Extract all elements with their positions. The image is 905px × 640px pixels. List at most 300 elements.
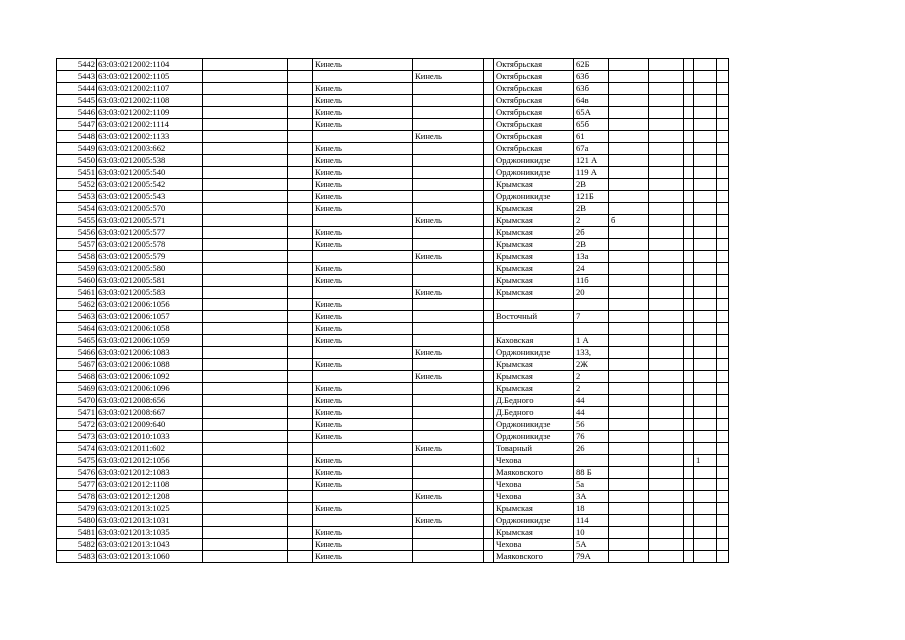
street-cell: Крымская — [494, 359, 574, 371]
empty-cell — [288, 215, 313, 227]
row-number-cell: 5474 — [57, 443, 97, 455]
empty-cell — [649, 383, 684, 395]
table-row — [57, 431, 729, 443]
house-number-cell: 121Б — [574, 191, 609, 203]
house-number-cell — [574, 323, 609, 335]
cadastral-number-cell: 63:03:0212002:1105 — [97, 71, 203, 83]
cadastral-number-cell: 63:03:0212009:640 — [97, 419, 203, 431]
street-cell: Орджоникидзе — [494, 191, 574, 203]
cadastral-number-cell: 63:03:0212013:1035 — [97, 527, 203, 539]
locality-alt-cell — [413, 203, 484, 215]
empty-cell — [484, 479, 494, 491]
empty-cell — [649, 71, 684, 83]
empty-cell — [717, 167, 729, 179]
flat-cell — [694, 515, 717, 527]
locality-cell: Кинель — [313, 479, 413, 491]
table-row — [57, 251, 729, 263]
cadastral-number-cell: 63:03:0212006:1088 — [97, 359, 203, 371]
locality-alt-cell: Кинель — [413, 287, 484, 299]
locality-cell: Кинель — [313, 119, 413, 131]
empty-cell — [684, 515, 694, 527]
row-number-cell: 5469 — [57, 383, 97, 395]
empty-cell — [649, 443, 684, 455]
row-number-cell: 5473 — [57, 431, 97, 443]
flat-cell — [694, 299, 717, 311]
street-cell: Восточный — [494, 311, 574, 323]
empty-cell — [288, 515, 313, 527]
building-cell — [609, 323, 649, 335]
row-number-cell: 5446 — [57, 107, 97, 119]
house-number-cell: 26 — [574, 443, 609, 455]
locality-cell: Кинель — [313, 107, 413, 119]
empty-cell — [649, 431, 684, 443]
empty-cell — [203, 407, 288, 419]
empty-cell — [288, 431, 313, 443]
row-number-cell: 5451 — [57, 167, 97, 179]
flat-cell — [694, 275, 717, 287]
empty-cell — [288, 359, 313, 371]
table-row — [57, 335, 729, 347]
empty-cell — [203, 335, 288, 347]
locality-alt-cell — [413, 395, 484, 407]
empty-cell — [288, 335, 313, 347]
empty-cell — [203, 299, 288, 311]
empty-cell — [288, 107, 313, 119]
empty-cell — [484, 539, 494, 551]
table-row — [57, 371, 729, 383]
locality-cell: Кинель — [313, 455, 413, 467]
street-cell: Октябрьская — [494, 71, 574, 83]
cadastral-number-cell: 63:03:0212003:662 — [97, 143, 203, 155]
locality-alt-cell — [413, 323, 484, 335]
table-row — [57, 131, 729, 143]
empty-cell — [484, 83, 494, 95]
empty-cell — [717, 131, 729, 143]
cadastral-number-cell: 63:03:0212002:1133 — [97, 131, 203, 143]
empty-cell — [484, 467, 494, 479]
street-cell: Д.Бедного — [494, 395, 574, 407]
house-number-cell: 2 — [574, 371, 609, 383]
house-number-cell: 13а — [574, 251, 609, 263]
empty-cell — [288, 323, 313, 335]
empty-cell — [717, 431, 729, 443]
row-number-cell: 5460 — [57, 275, 97, 287]
empty-cell — [717, 227, 729, 239]
street-cell: Крымская — [494, 179, 574, 191]
building-cell — [609, 419, 649, 431]
empty-cell — [717, 491, 729, 503]
empty-cell — [684, 359, 694, 371]
empty-cell — [288, 95, 313, 107]
empty-cell — [288, 503, 313, 515]
address-register-table — [56, 58, 729, 563]
table-row — [57, 263, 729, 275]
empty-cell — [649, 287, 684, 299]
street-cell: Чехова — [494, 479, 574, 491]
empty-cell — [288, 227, 313, 239]
building-cell — [609, 491, 649, 503]
empty-cell — [684, 419, 694, 431]
locality-cell: Кинель — [313, 431, 413, 443]
empty-cell — [684, 239, 694, 251]
cadastral-number-cell: 63:03:0212005:579 — [97, 251, 203, 263]
street-cell: Чехова — [494, 539, 574, 551]
empty-cell — [717, 323, 729, 335]
locality-cell: Кинель — [313, 239, 413, 251]
empty-cell — [203, 467, 288, 479]
building-cell — [609, 119, 649, 131]
flat-cell — [694, 419, 717, 431]
empty-cell — [484, 227, 494, 239]
row-number-cell: 5457 — [57, 239, 97, 251]
locality-alt-cell — [413, 359, 484, 371]
cadastral-number-cell: 63:03:0212013:1043 — [97, 539, 203, 551]
house-number-cell: 62Б — [574, 59, 609, 71]
flat-cell — [694, 491, 717, 503]
building-cell — [609, 167, 649, 179]
house-number-cell: 24 — [574, 263, 609, 275]
flat-cell — [694, 527, 717, 539]
empty-cell — [684, 191, 694, 203]
locality-alt-cell — [413, 335, 484, 347]
cadastral-number-cell: 63:03:0212002:1107 — [97, 83, 203, 95]
empty-cell — [203, 251, 288, 263]
cadastral-number-cell: 63:03:0212005:583 — [97, 287, 203, 299]
empty-cell — [484, 395, 494, 407]
street-cell: Крымская — [494, 263, 574, 275]
empty-cell — [649, 167, 684, 179]
street-cell: Октябрьская — [494, 95, 574, 107]
table-row — [57, 467, 729, 479]
cadastral-number-cell: 63:03:0212006:1083 — [97, 347, 203, 359]
house-number-cell: 44 — [574, 395, 609, 407]
table-row — [57, 527, 729, 539]
cadastral-number-cell: 63:03:0212005:578 — [97, 239, 203, 251]
table-row — [57, 155, 729, 167]
house-number-cell: 64в — [574, 95, 609, 107]
row-number-cell: 5464 — [57, 323, 97, 335]
empty-cell — [684, 311, 694, 323]
locality-alt-cell — [413, 311, 484, 323]
street-cell: Орджоникидзе — [494, 515, 574, 527]
empty-cell — [649, 551, 684, 563]
street-cell: Октябрьская — [494, 143, 574, 155]
table-row — [57, 311, 729, 323]
cadastral-number-cell: 63:03:0212012:1208 — [97, 491, 203, 503]
locality-cell: Кинель — [313, 407, 413, 419]
row-number-cell: 5463 — [57, 311, 97, 323]
empty-cell — [288, 551, 313, 563]
row-number-cell: 5452 — [57, 179, 97, 191]
row-number-cell: 5483 — [57, 551, 97, 563]
empty-cell — [684, 59, 694, 71]
empty-cell — [717, 383, 729, 395]
flat-cell — [694, 239, 717, 251]
empty-cell — [649, 179, 684, 191]
street-cell: Крымская — [494, 371, 574, 383]
empty-cell — [203, 227, 288, 239]
empty-cell — [484, 215, 494, 227]
house-number-cell — [574, 299, 609, 311]
empty-cell — [484, 419, 494, 431]
street-cell: Крымская — [494, 227, 574, 239]
empty-cell — [717, 503, 729, 515]
cadastral-number-cell: 63:03:0212005:542 — [97, 179, 203, 191]
empty-cell — [717, 359, 729, 371]
cadastral-number-cell: 63:03:0212006:1058 — [97, 323, 203, 335]
table-row — [57, 95, 729, 107]
empty-cell — [649, 263, 684, 275]
locality-alt-cell: Кинель — [413, 515, 484, 527]
row-number-cell: 5472 — [57, 419, 97, 431]
flat-cell — [694, 551, 717, 563]
street-cell: Крымская — [494, 251, 574, 263]
empty-cell — [484, 275, 494, 287]
locality-cell: Кинель — [313, 539, 413, 551]
street-cell: Каховская — [494, 335, 574, 347]
house-number-cell: 20 — [574, 287, 609, 299]
locality-cell: Кинель — [313, 323, 413, 335]
empty-cell — [684, 215, 694, 227]
empty-cell — [684, 143, 694, 155]
table-row — [57, 539, 729, 551]
locality-alt-cell — [413, 503, 484, 515]
empty-cell — [684, 383, 694, 395]
building-cell — [609, 359, 649, 371]
row-number-cell: 5458 — [57, 251, 97, 263]
empty-cell — [484, 119, 494, 131]
locality-cell: Кинель — [313, 383, 413, 395]
street-cell: Крымская — [494, 503, 574, 515]
empty-cell — [649, 131, 684, 143]
empty-cell — [203, 155, 288, 167]
empty-cell — [203, 203, 288, 215]
table-row — [57, 71, 729, 83]
cadastral-number-cell: 63:03:0212011:602 — [97, 443, 203, 455]
empty-cell — [649, 251, 684, 263]
empty-cell — [717, 287, 729, 299]
empty-cell — [484, 263, 494, 275]
empty-cell — [203, 191, 288, 203]
flat-cell — [694, 503, 717, 515]
empty-cell — [717, 443, 729, 455]
cadastral-number-cell: 63:03:0212005:538 — [97, 155, 203, 167]
building-cell — [609, 107, 649, 119]
street-cell: Крымская — [494, 383, 574, 395]
building-cell — [609, 251, 649, 263]
empty-cell — [649, 107, 684, 119]
building-cell — [609, 431, 649, 443]
empty-cell — [484, 383, 494, 395]
empty-cell — [649, 143, 684, 155]
locality-cell: Кинель — [313, 167, 413, 179]
locality-cell: Кинель — [313, 179, 413, 191]
row-number-cell: 5466 — [57, 347, 97, 359]
empty-cell — [717, 71, 729, 83]
flat-cell — [694, 443, 717, 455]
building-cell — [609, 143, 649, 155]
empty-cell — [649, 527, 684, 539]
empty-cell — [649, 83, 684, 95]
locality-cell — [313, 71, 413, 83]
locality-alt-cell — [413, 179, 484, 191]
empty-cell — [203, 179, 288, 191]
row-number-cell: 5448 — [57, 131, 97, 143]
empty-cell — [203, 311, 288, 323]
empty-cell — [288, 491, 313, 503]
cadastral-number-cell: 63:03:0212005:570 — [97, 203, 203, 215]
cadastral-number-cell: 63:03:0212006:1056 — [97, 299, 203, 311]
flat-cell — [694, 311, 717, 323]
house-number-cell: 76 — [574, 431, 609, 443]
empty-cell — [484, 323, 494, 335]
empty-cell — [203, 143, 288, 155]
locality-alt-cell — [413, 419, 484, 431]
row-number-cell: 5459 — [57, 263, 97, 275]
building-cell — [609, 371, 649, 383]
empty-cell — [203, 395, 288, 407]
flat-cell — [694, 395, 717, 407]
table-row — [57, 551, 729, 563]
row-number-cell: 5449 — [57, 143, 97, 155]
house-number-cell: 5а — [574, 479, 609, 491]
locality-cell: Кинель — [313, 299, 413, 311]
locality-cell — [313, 131, 413, 143]
empty-cell — [203, 515, 288, 527]
table-row — [57, 455, 729, 467]
building-cell — [609, 383, 649, 395]
empty-cell — [203, 71, 288, 83]
locality-cell — [313, 371, 413, 383]
house-number-cell: 114 — [574, 515, 609, 527]
locality-cell: Кинель — [313, 143, 413, 155]
row-number-cell: 5471 — [57, 407, 97, 419]
building-cell — [609, 191, 649, 203]
locality-cell: Кинель — [313, 227, 413, 239]
building-cell — [609, 551, 649, 563]
empty-cell — [203, 59, 288, 71]
street-cell: Чехова — [494, 491, 574, 503]
empty-cell — [684, 263, 694, 275]
house-number-cell: 2 — [574, 215, 609, 227]
cadastral-number-cell: 63:03:0212005:571 — [97, 215, 203, 227]
empty-cell — [288, 83, 313, 95]
table-row — [57, 215, 729, 227]
building-cell — [609, 455, 649, 467]
empty-cell — [203, 263, 288, 275]
building-cell — [609, 287, 649, 299]
flat-cell — [694, 323, 717, 335]
locality-alt-cell — [413, 191, 484, 203]
flat-cell — [694, 107, 717, 119]
empty-cell — [288, 527, 313, 539]
empty-cell — [203, 83, 288, 95]
empty-cell — [717, 335, 729, 347]
empty-cell — [484, 551, 494, 563]
empty-cell — [717, 419, 729, 431]
empty-cell — [484, 335, 494, 347]
street-cell: Орджоникидзе — [494, 419, 574, 431]
empty-cell — [203, 359, 288, 371]
street-cell: Октябрьская — [494, 83, 574, 95]
street-cell: Крымская — [494, 275, 574, 287]
empty-cell — [484, 95, 494, 107]
building-cell — [609, 95, 649, 107]
empty-cell — [684, 407, 694, 419]
empty-cell — [484, 203, 494, 215]
flat-cell — [694, 467, 717, 479]
street-cell: Октябрьская — [494, 119, 574, 131]
locality-alt-cell — [413, 167, 484, 179]
empty-cell — [717, 275, 729, 287]
flat-cell — [694, 167, 717, 179]
locality-alt-cell — [413, 455, 484, 467]
house-number-cell — [574, 455, 609, 467]
house-number-cell: 65А — [574, 107, 609, 119]
house-number-cell: 18 — [574, 503, 609, 515]
row-number-cell: 5442 — [57, 59, 97, 71]
building-cell — [609, 203, 649, 215]
empty-cell — [288, 407, 313, 419]
table-row — [57, 83, 729, 95]
street-cell: Крымская — [494, 239, 574, 251]
flat-cell: 1 — [694, 455, 717, 467]
empty-cell — [484, 455, 494, 467]
building-cell — [609, 515, 649, 527]
cadastral-number-cell: 63:03:0212002:1104 — [97, 59, 203, 71]
empty-cell — [203, 527, 288, 539]
house-number-cell: 5А — [574, 539, 609, 551]
table-row — [57, 323, 729, 335]
building-cell — [609, 179, 649, 191]
cadastral-number-cell: 63:03:0212006:1057 — [97, 311, 203, 323]
locality-cell — [313, 443, 413, 455]
empty-cell — [717, 59, 729, 71]
row-number-cell: 5456 — [57, 227, 97, 239]
table-row — [57, 383, 729, 395]
table-row — [57, 287, 729, 299]
empty-cell — [684, 287, 694, 299]
cadastral-number-cell: 63:03:0212005:543 — [97, 191, 203, 203]
street-cell: Чехова — [494, 455, 574, 467]
locality-alt-cell: Кинель — [413, 443, 484, 455]
building-cell — [609, 275, 649, 287]
empty-cell — [684, 95, 694, 107]
cadastral-number-cell: 63:03:0212002:1109 — [97, 107, 203, 119]
empty-cell — [484, 107, 494, 119]
empty-cell — [649, 347, 684, 359]
empty-cell — [684, 443, 694, 455]
empty-cell — [649, 311, 684, 323]
table-row — [57, 479, 729, 491]
locality-alt-cell — [413, 275, 484, 287]
empty-cell — [649, 323, 684, 335]
locality-alt-cell — [413, 119, 484, 131]
table-row — [57, 59, 729, 71]
locality-alt-cell: Кинель — [413, 347, 484, 359]
empty-cell — [484, 359, 494, 371]
building-cell — [609, 311, 649, 323]
empty-cell — [484, 167, 494, 179]
empty-cell — [203, 503, 288, 515]
locality-alt-cell — [413, 431, 484, 443]
empty-cell — [649, 419, 684, 431]
empty-cell — [288, 275, 313, 287]
locality-cell: Кинель — [313, 155, 413, 167]
flat-cell — [694, 59, 717, 71]
table-row — [57, 515, 729, 527]
house-number-cell: 2В — [574, 203, 609, 215]
